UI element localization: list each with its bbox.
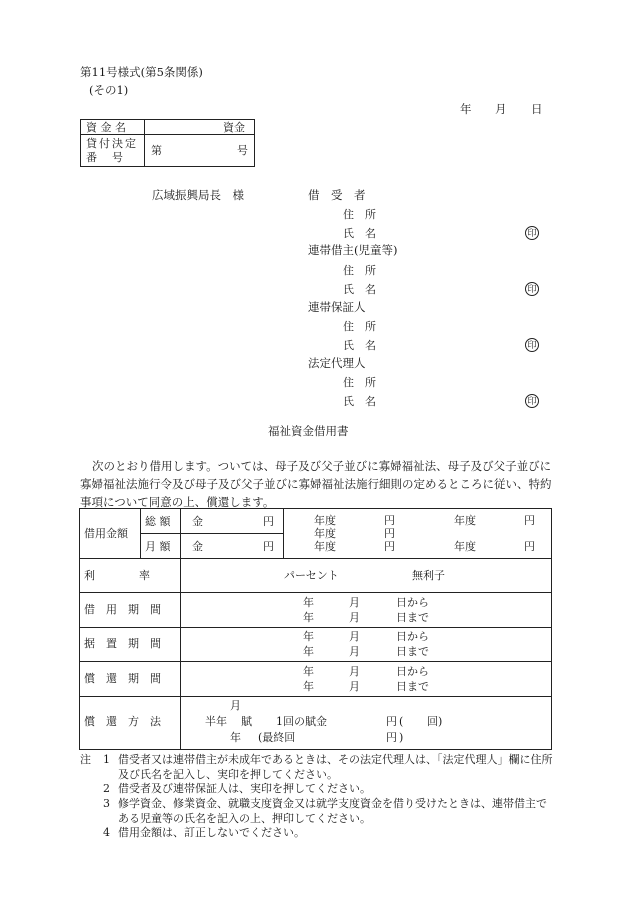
fund-suffix: 資金 [223, 121, 245, 134]
loan-period-from-year: 年 [303, 596, 314, 609]
no-interest-label: 無利子 [412, 569, 445, 582]
repay-period-from-month: 月 [349, 665, 360, 678]
date-year: 年 [460, 102, 472, 116]
method-first-yen: 円 [386, 715, 397, 728]
decision-number-label-2: 番 号 [86, 151, 125, 164]
date-month: 月 [495, 102, 507, 116]
joint-borrower-label: 連帯借主(児童等) [308, 243, 398, 257]
method-kai: 回 [427, 715, 438, 728]
note-1-number: 1 [103, 753, 110, 766]
grace-period-from-year: 年 [303, 630, 314, 643]
legal-rep-label: 法定代理人 [308, 356, 366, 370]
note-2-number: 2 [103, 782, 110, 795]
grace-period-label: 据 置 期 間 [84, 637, 161, 650]
document-title: 福祉資金借用書 [268, 424, 349, 438]
guarantor-seal-mark: 印 [525, 338, 539, 352]
body-paragraph: 次のとおり借用します。ついては、母子及び父子並びに寡婦福祉法、母子及び父子並びに寡婦福祉法施行令及び母子及び父子並びに寡婦福祉法施行細則の定めるところに従い、特約事項について同意の上、償還します。 [80, 459, 552, 509]
method-paren-close: ) [438, 715, 443, 728]
form-sub-number: (その1) [89, 83, 129, 97]
loan-period-to-month: 月 [349, 611, 360, 624]
method-last-paren-close: ) [399, 731, 404, 744]
annual-yen-4: 円 [384, 540, 395, 553]
method-paren-open: ( [399, 715, 404, 728]
legal-rep-name-label: 氏 名 [343, 395, 376, 408]
repay-period-from: 日から [396, 665, 429, 678]
monthly-kin: 金 [192, 540, 203, 553]
percent-label: パーセント [284, 569, 339, 582]
total-kin: 金 [192, 515, 203, 528]
method-last: (最終回 [258, 731, 296, 744]
loan-period-to-year: 年 [303, 611, 314, 624]
note-2: 借受者及び連帯保証人は、実印を押してください。 [118, 782, 371, 795]
grace-period-to-month: 月 [349, 645, 360, 658]
fund-name-label: 資 金 名 [86, 121, 126, 134]
repay-period-to: 日まで [396, 680, 429, 693]
repay-period-to-year: 年 [303, 680, 314, 693]
annual-yen-3: 円 [384, 527, 395, 540]
annual-fy-4: 年度 [314, 540, 336, 553]
date-day: 日 [531, 102, 543, 116]
addressee: 広域振興局長 様 [152, 188, 244, 202]
loan-period-to: 日まで [396, 611, 429, 624]
joint-borrower-seal-mark: 印 [525, 282, 539, 296]
annual-yen-5: 円 [524, 540, 535, 553]
method-monthly: 月 [230, 699, 241, 712]
method-fu: 賦 [241, 715, 252, 728]
decision-number-dai: 第 [151, 144, 162, 157]
guarantor-name-label: 氏 名 [343, 339, 376, 352]
borrower-name-label: 氏 名 [343, 227, 376, 240]
loan-period-from-month: 月 [349, 596, 360, 609]
annual-fy-5: 年度 [454, 540, 476, 553]
method-half-year: 半年 [205, 715, 227, 728]
annual-fy-3: 年度 [314, 527, 336, 540]
note-3: 修学資金、修業資金、就職支度資金又は就学支度資金を借り受けたときは、連帯借主である児童等の氏名を記入の上、押印してください。 [118, 797, 547, 825]
annual-fy-1: 年度 [314, 514, 336, 527]
grace-period-to-year: 年 [303, 645, 314, 658]
joint-borrower-name-label: 氏 名 [343, 283, 376, 296]
loan-period-label: 借 用 期 間 [84, 603, 161, 616]
grace-period-from: 日から [396, 630, 429, 643]
annual-yen-2: 円 [524, 514, 535, 527]
notes-label: 注 [80, 753, 91, 766]
interest-label: 利 率 [84, 569, 150, 582]
borrower-address-label: 住 所 [343, 208, 376, 221]
repay-method-label: 償 還 方 法 [84, 715, 161, 728]
monthly-label: 月 額 [145, 540, 171, 553]
method-last-yen: 円 [386, 731, 397, 744]
grace-period-from-month: 月 [349, 630, 360, 643]
note-4: 借用金額は、訂正しないでください。 [118, 826, 305, 839]
monthly-yen: 円 [263, 540, 274, 553]
total-yen: 円 [263, 515, 274, 528]
note-4-number: 4 [103, 826, 110, 839]
legal-rep-address-label: 住 所 [343, 376, 376, 389]
method-first-installment: 1回の賦金 [276, 715, 327, 728]
repay-period-from-year: 年 [303, 665, 314, 678]
grace-period-to: 日まで [396, 645, 429, 658]
borrower-seal-mark: 印 [525, 226, 539, 240]
note-1: 借受者又は連帯借主が未成年であるときは、その法定代理人は、「法定代理人」欄に住所及び氏名を記入し、実印を押してください。 [118, 753, 553, 781]
borrower-label: 借 受 者 [308, 188, 366, 202]
annual-yen-1: 円 [384, 514, 395, 527]
decision-number-label-1: 貸付決定 [86, 137, 138, 150]
loan-period-from: 日から [396, 596, 429, 609]
note-3-number: 3 [103, 797, 110, 810]
guarantor-address-label: 住 所 [343, 320, 376, 333]
loan-amount-label: 借用金額 [84, 527, 128, 540]
legal-rep-seal-mark: 印 [525, 394, 539, 408]
method-yearly: 年 [230, 731, 241, 744]
annual-fy-2: 年度 [454, 514, 476, 527]
repay-period-to-month: 月 [349, 680, 360, 693]
guarantor-label: 連帯保証人 [308, 300, 366, 314]
repay-period-label: 償 還 期 間 [84, 672, 161, 685]
decision-number-go: 号 [237, 144, 248, 157]
joint-borrower-address-label: 住 所 [343, 264, 376, 277]
form-number: 第11号様式(第5条関係) [80, 65, 203, 79]
total-label: 総 額 [145, 515, 171, 528]
